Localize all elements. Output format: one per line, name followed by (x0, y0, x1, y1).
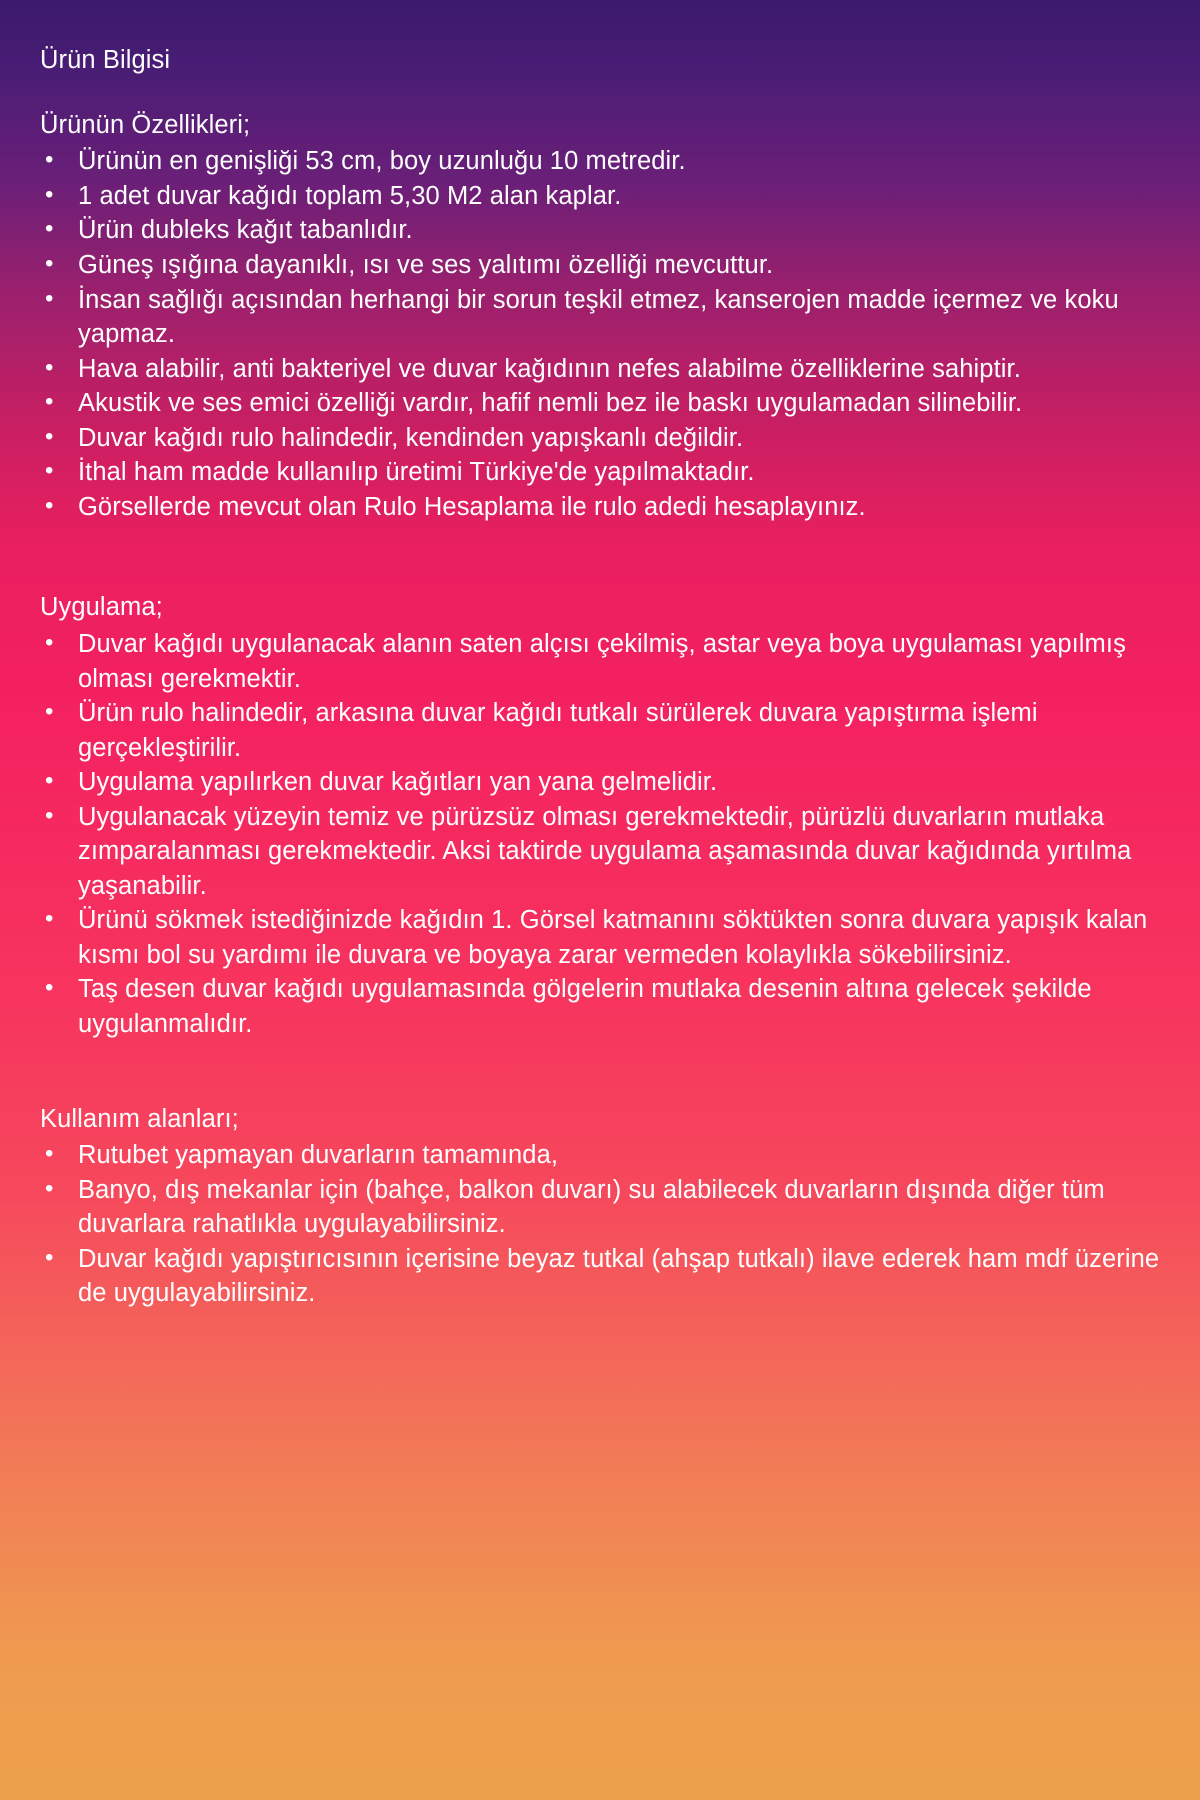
bullet-icon: • (45, 388, 54, 416)
list-item-text: Uygulanacak yüzeyin temiz ve pürüzsüz olması gerekmektedir, pürüzlü duvarların mutlaka zımparalanması gerekmektedir. Aksi taktirde uygulama aşamasında duvar kağıdında yırtılma yaşanabilir. (78, 802, 1132, 900)
list-item-text: Akustik ve ses emici özelliği vardır, hafif nemli bez ile baskı uygulamadan silinebilir. (78, 389, 1023, 418)
page-title: Ürün Bilgisi (40, 46, 171, 74)
list-item (40, 1242, 1170, 1311)
list-item (40, 386, 1170, 421)
list-item (40, 903, 1170, 972)
list-item-text: Ürün rulo halindedir, arkasına duvar kağıdı tutkalı sürülerek duvara yapıştırma işlemi gerçekleştirilir. (78, 699, 1038, 762)
section-application-list (40, 627, 1170, 1042)
list-item (40, 248, 1170, 283)
section-usage-areas-heading: Kullanım alanları; (40, 1104, 239, 1133)
list-item-text: Görsellerde mevcut olan Rulo Hesaplama ile rulo adedi hesaplayınız. (78, 492, 866, 521)
bullet-icon: • (45, 422, 54, 450)
list-item-text: Duvar kağıdı rulo halindedir, kendinden yapışkanlı değildir. (78, 423, 744, 452)
section-features (40, 108, 1170, 525)
section-usage-areas-list (40, 1138, 1170, 1311)
list-item-text: Taş desen duvar kağıdı uygulamasında gölgelerin mutlaka desenin altına gelecek şekilde uygulanmalıdır. (78, 975, 1092, 1039)
list-item-text: Hava alabilir, anti bakteriyel ve duvar kağıdının nefes alabilme özelliklerine sahiptir. (78, 354, 1021, 383)
section-features-heading: Ürünün Özellikleri; (40, 110, 251, 139)
list-item (40, 972, 1170, 1041)
list-item-text: İthal ham madde kullanılıp üretimi Türkiye'de yapılmaktadır. (78, 458, 755, 487)
bullet-icon: • (45, 801, 54, 829)
list-item-text: Güneş ışığına dayanıklı, ısı ve ses yalıtımı özelliği mevcuttur. (78, 250, 774, 279)
list-item-text: Duvar kağıdı yapıştırıcısının içerisine beyaz tutkal (ahşap tutkalı) ilave ederek ham mdf üzerine de uygulayabilirsiniz. (78, 1244, 1160, 1308)
list-item (40, 627, 1170, 696)
bullet-icon: • (45, 284, 54, 312)
list-item-text: Ürün dubleks kağıt tabanlıdır. (78, 216, 413, 245)
list-item (40, 765, 1170, 800)
bullet-icon: • (45, 146, 54, 174)
list-item (40, 352, 1170, 387)
list-item (40, 1138, 1170, 1173)
list-item (40, 179, 1170, 214)
bullet-icon: • (45, 457, 54, 485)
list-item (40, 283, 1170, 352)
section-usage-areas (40, 1102, 1170, 1311)
list-item (40, 421, 1170, 456)
section-application-heading: Uygulama; (40, 593, 163, 622)
bullet-icon: • (45, 1243, 54, 1271)
list-item (40, 144, 1170, 179)
bullet-icon: • (45, 1174, 54, 1202)
section-spacer (40, 1042, 1170, 1102)
section-features-list (40, 144, 1170, 524)
bullet-icon: • (45, 974, 54, 1002)
bullet-icon: • (45, 249, 54, 277)
bullet-icon: • (45, 629, 54, 657)
list-item (40, 455, 1170, 490)
list-item-text: İnsan sağlığı açısından herhangi bir sorun teşkil etmez, kanserojen madde içermez ve koku yapmaz. (78, 285, 1119, 349)
list-item-text: Rutubet yapmayan duvarların tamamında, (78, 1141, 559, 1170)
list-item-text: Uygulama yapılırken duvar kağıtları yan yana gelmelidir. (78, 768, 718, 797)
document-content (40, 44, 1170, 1311)
bullet-icon: • (45, 180, 54, 208)
list-item (40, 1173, 1170, 1242)
list-item-text: 1 adet duvar kağıdı toplam 5,30 M2 alan kaplar. (78, 181, 622, 210)
list-item (40, 696, 1170, 765)
bullet-icon: • (45, 767, 54, 795)
list-item (40, 490, 1170, 525)
section-application (40, 590, 1170, 1041)
list-item (40, 213, 1170, 248)
list-item-text: Ürünü sökmek istediğinizde kağıdın 1. Görsel katmanını söktükten sonra duvara yapışık kalan kısmı bol su yardımı ile duvara ve boyaya zarar vermeden kolaylıkla sökebilirsiniz. (78, 906, 1148, 969)
section-spacer (40, 524, 1170, 590)
list-item-text: Ürünün en genişliği 53 cm, boy uzunluğu 10 metredir. (78, 147, 686, 176)
bullet-icon: • (45, 491, 54, 519)
list-item-text: Duvar kağıdı uygulanacak alanın saten alçısı çekilmiş, astar veya boya uygulaması yapılmış olması gerekmektir. (78, 630, 1126, 693)
bullet-icon: • (45, 353, 54, 381)
bullet-icon: • (45, 905, 54, 933)
bullet-icon: • (45, 1140, 54, 1168)
bullet-icon: • (45, 215, 54, 243)
list-item (40, 800, 1170, 904)
bullet-icon: • (45, 698, 54, 726)
list-item-text: Banyo, dış mekanlar için (bahçe, balkon duvarı) su alabilecek duvarların dışında diğer tüm duvarlara rahatlıkla uygulayabilirsiniz. (78, 1175, 1105, 1239)
